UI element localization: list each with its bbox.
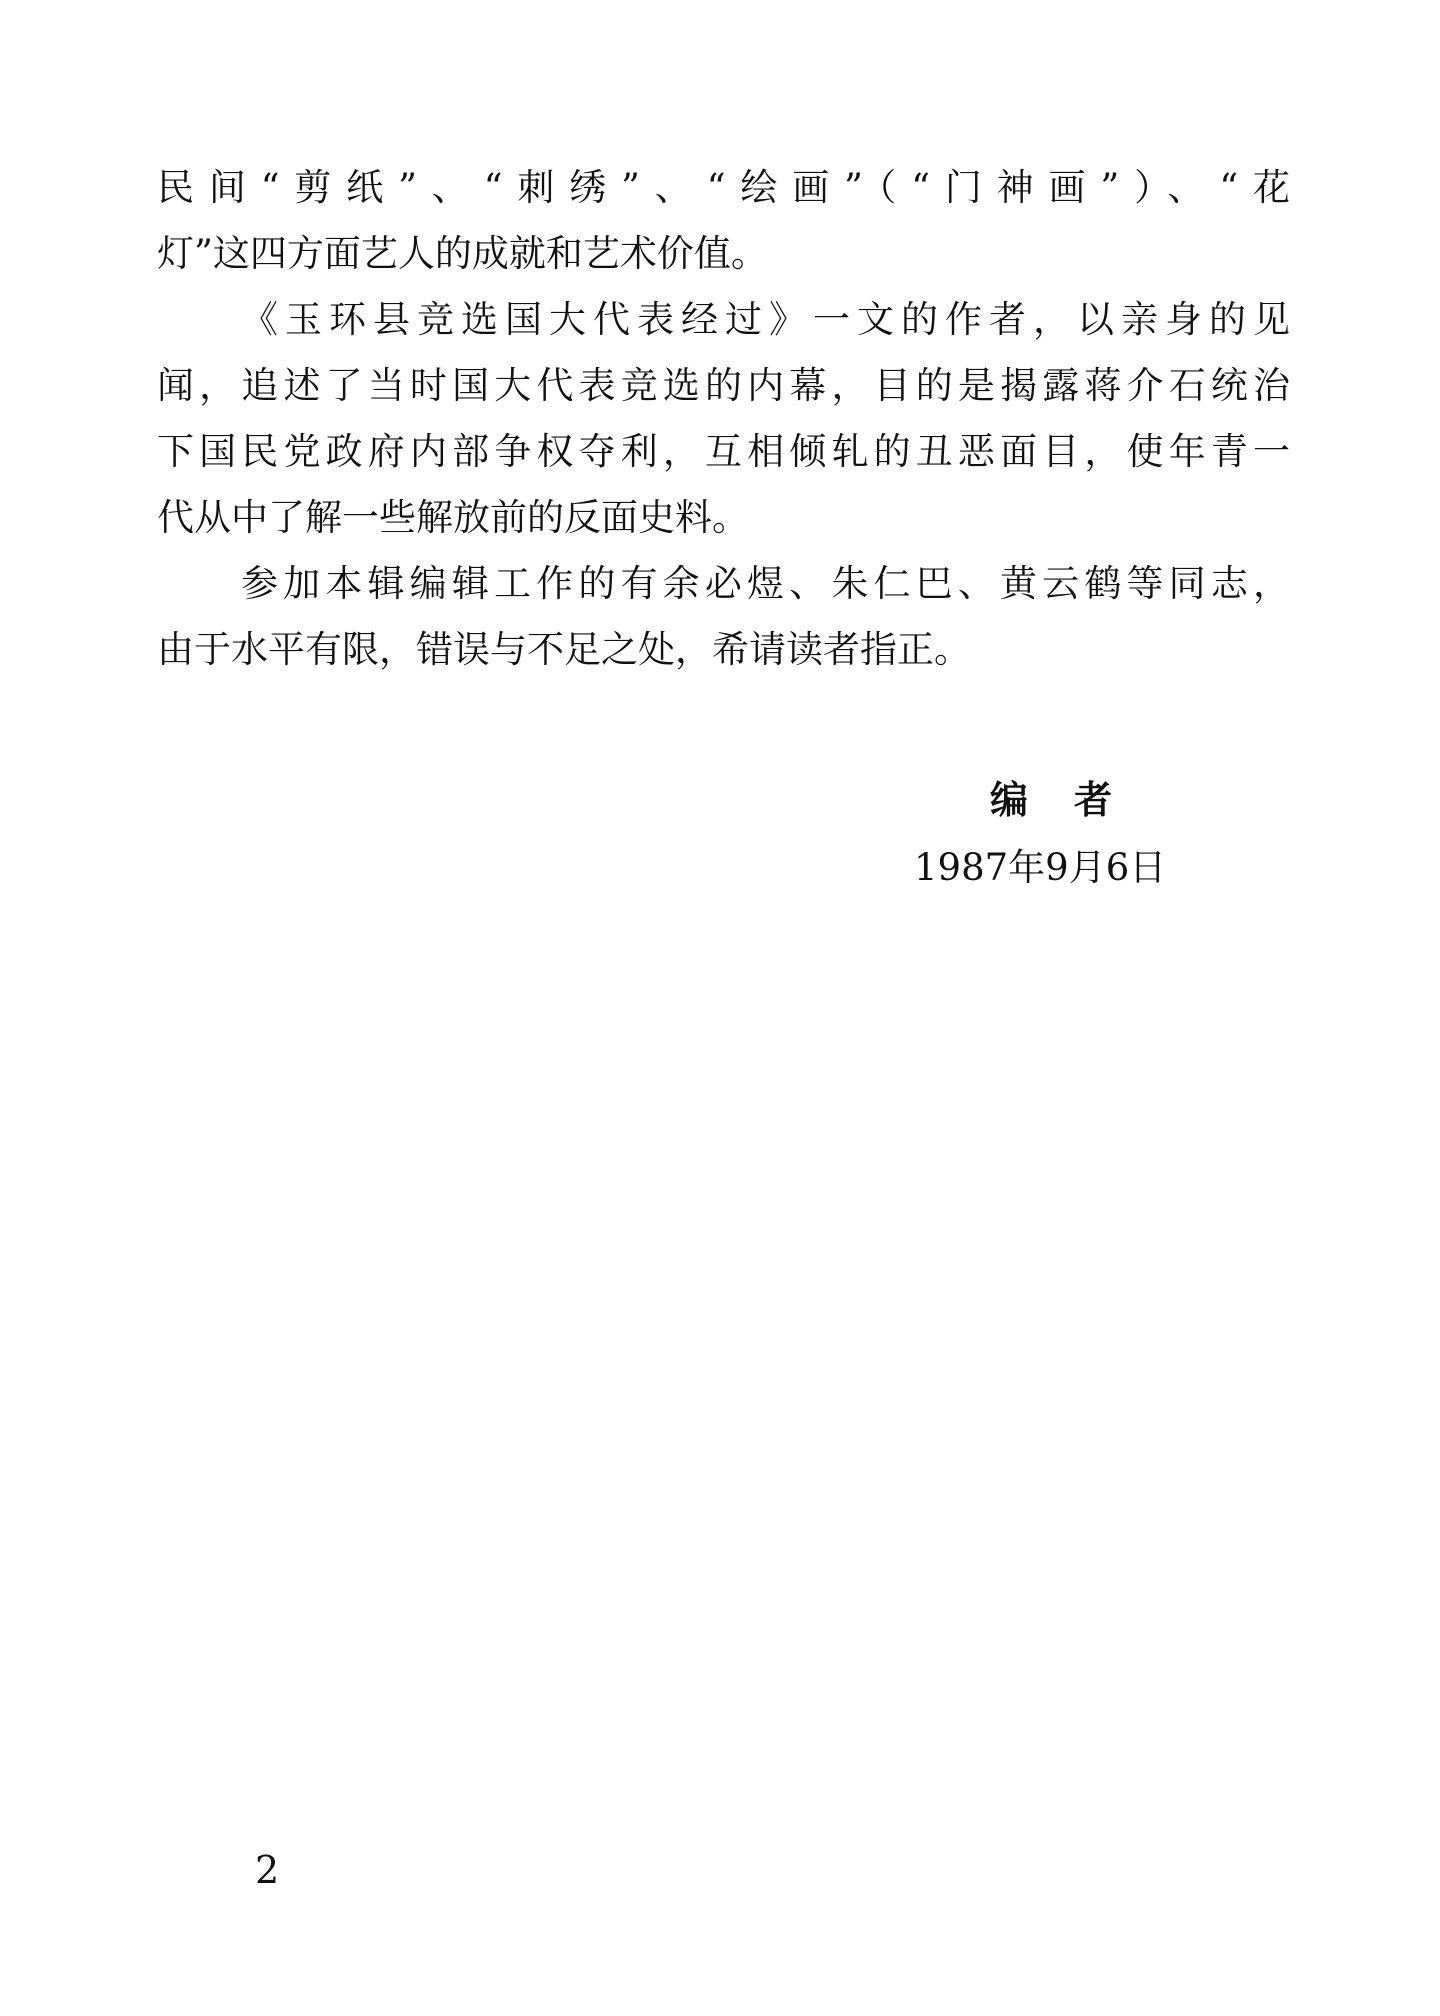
body-line-5: 下国民党政府内部争权夺利，互相倾轧的丑恶面目，使年青一 bbox=[157, 430, 1290, 473]
author-signature: 编者 bbox=[990, 777, 1159, 822]
body-line-4: 闻，追述了当时国大代表竞选的内幕，目的是揭露蒋介石统治 bbox=[157, 364, 1290, 407]
body-line-2: 灯”这四方面艺人的成就和艺术价值。 bbox=[157, 232, 768, 275]
body-line-7: 参加本辑编辑工作的有余必煜、朱仁巴、黄云鹤等同志， bbox=[241, 562, 1290, 605]
body-line-6: 代从中了解一些解放前的反面史料。 bbox=[157, 496, 749, 539]
page-number: 2 bbox=[255, 1848, 280, 1892]
document-date: 1987年9月6日 bbox=[914, 846, 1167, 889]
body-line-3: 《玉环县竞选国大代表经过》一文的作者，以亲身的见 bbox=[241, 298, 1290, 341]
body-line-8: 由于水平有限，错误与不足之处，希请读者指正。 bbox=[157, 628, 971, 671]
body-line-1: 民间“剪纸”、“刺绣”、“绘画”（“门神画”）、“花 bbox=[157, 166, 1290, 209]
